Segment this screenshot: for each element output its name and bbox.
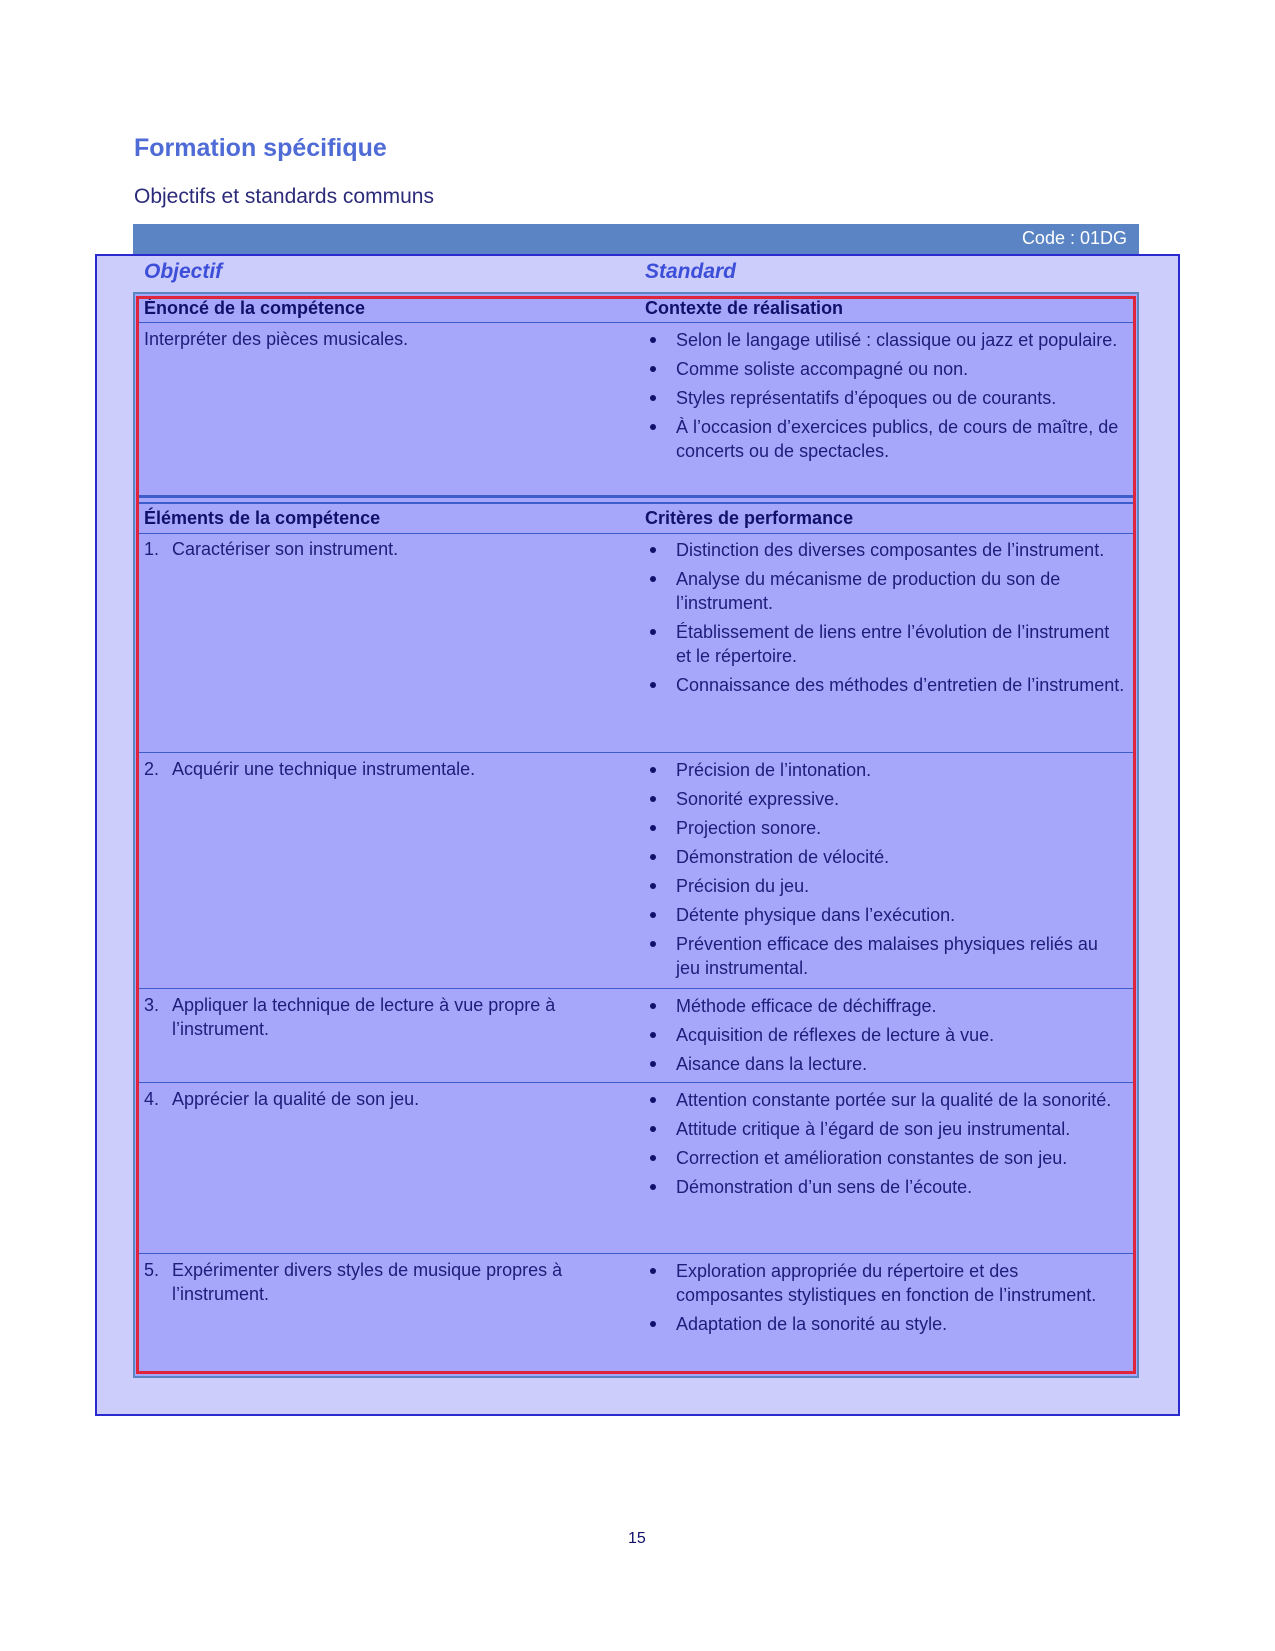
list-item: Connaissance des méthodes d’entretien de l’instrument. [645,673,1125,697]
page-subtitle: Objectifs et standards communs [134,185,434,208]
competence-statement: Interpréter des pièces musicales. [144,329,409,349]
divider [138,322,1134,323]
list-item: Styles représentatifs d’époques ou de courants. [645,386,1125,410]
list-item: Correction et amélioration constantes de son jeu. [645,1146,1125,1170]
list-item: Précision du jeu. [645,874,1125,898]
list-item: À l’occasion d’exercices publics, de cours de maître, de concerts ou de spectacles. [645,415,1125,463]
criteres-list-5 [645,1259,1125,1341]
enonce-label: Énoncé de la compétence [144,298,366,318]
section-divider [138,502,1134,504]
page-title: Formation spécifique [134,134,387,162]
criteres-list-4 [645,1088,1125,1204]
criteres-list-1 [645,538,1125,702]
list-item: Sonorité expressive. [645,787,1125,811]
list-item: Précision de l’intonation. [645,758,1125,782]
element-4 [144,1087,624,1111]
element-number: 3. [144,995,160,1015]
list-item: Établissement de liens entre l’évolution de l’instrument et le répertoire. [645,620,1125,668]
list-item: Prévention efficace des malaises physiques reliés au jeu instrumental. [645,932,1125,980]
elements-label: Éléments de la compétence [144,508,381,528]
list-item: Détente physique dans l’exécution. [645,903,1125,927]
standard-heading: Standard [645,260,737,283]
objectif-heading: Objectif [144,260,223,283]
list-item: Démonstration de vélocité. [645,845,1125,869]
program-code: Code : 01DG [1021,228,1127,248]
criteres-label: Critères de performance [645,508,854,528]
list-item: Analyse du mécanisme de production du son de l’instrument. [645,567,1125,615]
element-1 [144,537,624,561]
list-item: Adaptation de la sonorité au style. [645,1312,1125,1336]
section-divider [138,495,1134,498]
list-item: Démonstration d’un sens de l’écoute. [645,1175,1125,1199]
list-item: Aisance dans la lecture. [645,1052,1125,1076]
list-item: Acquisition de réflexes de lecture à vue. [645,1023,1125,1047]
criteres-list-2 [645,758,1125,985]
list-item: Selon le langage utilisé : classique ou jazz et populaire. [645,328,1125,352]
list-item: Exploration appropriée du répertoire et des composantes stylistiques en fonction de l’instrument. [645,1259,1125,1307]
element-number: 2. [144,759,160,779]
criteres-list-3 [645,994,1125,1081]
list-item: Attitude critique à l’égard de son jeu instrumental. [645,1117,1125,1141]
divider [138,1082,1134,1083]
list-item: Méthode efficace de déchiffrage. [645,994,1125,1018]
list-item: Attention constante portée sur la qualité de la sonorité. [645,1088,1125,1112]
divider [138,1253,1134,1254]
divider [138,988,1134,989]
element-2 [144,757,624,781]
page-number: 15 [628,1530,646,1547]
element-text: Acquérir une technique instrumentale. [172,759,476,779]
contexte-list [645,328,1125,468]
element-number: 4. [144,1089,160,1109]
element-text: Appliquer la technique de lecture à vue propre à l’instrument. [172,995,556,1039]
element-number: 5. [144,1260,160,1280]
divider [138,533,1134,534]
element-3 [144,993,624,1041]
list-item: Projection sonore. [645,816,1125,840]
list-item: Comme soliste accompagné ou non. [645,357,1125,381]
code-bar [133,224,1139,254]
divider [138,752,1134,753]
contexte-label: Contexte de réalisation [645,298,844,318]
element-text: Caractériser son instrument. [172,539,399,559]
element-number: 1. [144,539,160,559]
element-text: Expérimenter divers styles de musique propres à l’instrument. [172,1260,563,1304]
list-item: Distinction des diverses composantes de l’instrument. [645,538,1125,562]
element-5 [144,1258,624,1306]
element-text: Apprécier la qualité de son jeu. [172,1089,420,1109]
